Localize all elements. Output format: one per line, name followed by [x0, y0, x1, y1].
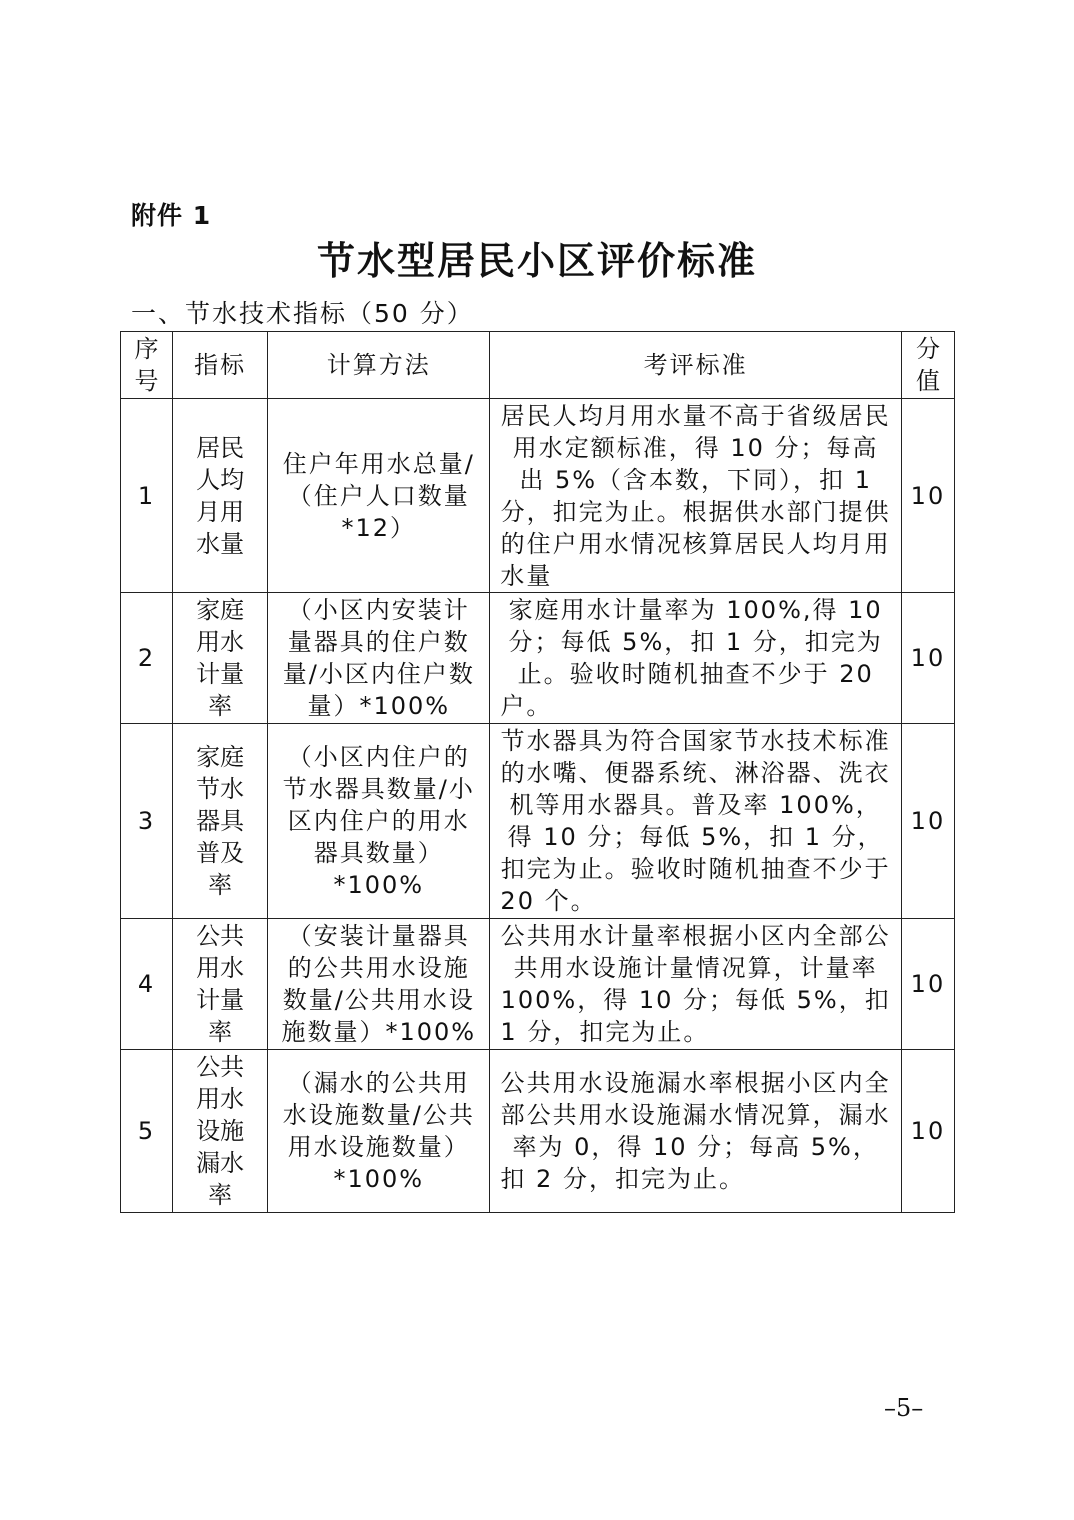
row-method: （漏水的公共用水设施数量/公共用水设施数量）*100%	[268, 1050, 490, 1213]
header-method: 计算方法	[268, 332, 490, 399]
table-row	[121, 919, 955, 1050]
table-header-row	[121, 332, 955, 399]
row-criteria: 家庭用水计量率为 100%,得 10 分；每低 5%，扣 1 分，扣完为止。验收时随机抽查不少于 20 户。	[490, 593, 901, 724]
row-score: 10	[901, 399, 954, 593]
row-criteria: 公共用水设施漏水率根据小区内全部公共用水设施漏水情况算，漏水率为 0，得 10 分；每高 5%，扣 2 分，扣完为止。	[490, 1050, 901, 1213]
row-method: （安装计量器具的公共用水设施数量/公共用水设施数量）*100%	[268, 919, 490, 1050]
row-no: 3	[121, 724, 173, 919]
table-row	[121, 1050, 955, 1213]
header-indicator: 指标	[173, 332, 268, 399]
attachment-label: 附件 1	[131, 201, 212, 230]
row-method: （小区内住户的节水器具数量/小区内住户的用水器具数量）*100%	[268, 724, 490, 919]
row-score: 10	[901, 593, 954, 724]
section-title: 一、节水技术指标（50 分）	[131, 299, 474, 328]
row-method: （小区内安装计量器具的住户数量/小区内住户数量）*100%	[268, 593, 490, 724]
document-title: 节水型居民小区评价标准	[316, 238, 757, 283]
table-row	[121, 593, 955, 724]
header-score: 分值	[901, 332, 954, 399]
row-score: 10	[901, 724, 954, 919]
header-criteria: 考评标准	[490, 332, 901, 399]
row-no: 5	[121, 1050, 173, 1213]
row-score: 10	[901, 1050, 954, 1213]
row-no: 4	[121, 919, 173, 1050]
row-indicator: 居民人均月用水量	[173, 399, 268, 593]
row-criteria: 节水器具为符合国家节水技术标准的水嘴、便器系统、淋浴器、洗衣机等用水器具。普及率 100%，得 10 分；每低 5%，扣 1 分，扣完为止。验收时随机抽查不少于 20 个。	[490, 724, 901, 919]
row-criteria: 居民人均月用水量不高于省级居民用水定额标准，得 10 分；每高出 5%（含本数，下同），扣 1 分，扣完为止。根据供水部门提供的住户用水情况核算居民人均月用水量	[490, 399, 901, 593]
row-method: 住户年用水总量/（住户人口数量*12）	[268, 399, 490, 593]
table-row	[121, 399, 955, 593]
row-no: 1	[121, 399, 173, 593]
row-indicator: 公共用水计量率	[173, 919, 268, 1050]
row-score: 10	[901, 919, 954, 1050]
page-number: –5–	[884, 1394, 924, 1422]
row-indicator: 家庭节水器具普及率	[173, 724, 268, 919]
table-row	[121, 724, 955, 919]
row-no: 2	[121, 593, 173, 724]
criteria-table	[120, 331, 955, 1213]
header-no: 序号	[121, 332, 173, 399]
row-criteria: 公共用水计量率根据小区内全部公共用水设施计量情况算，计量率 100%，得 10 分；每低 5%，扣 1 分，扣完为止。	[490, 919, 901, 1050]
row-indicator: 家庭用水计量率	[173, 593, 268, 724]
row-indicator: 公共用水设施漏水率	[173, 1050, 268, 1213]
